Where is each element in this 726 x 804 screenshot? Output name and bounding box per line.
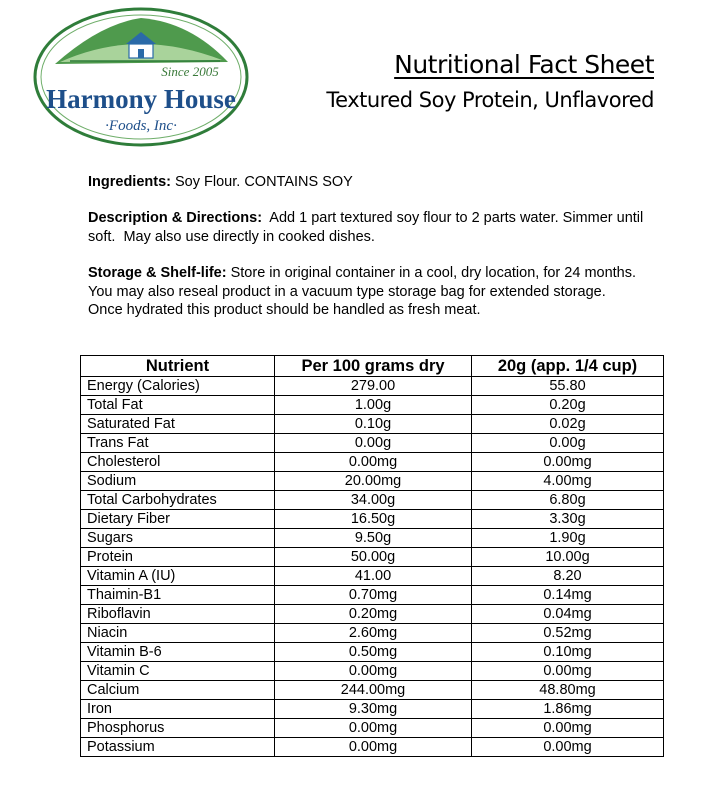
nutrient-name: Protein xyxy=(81,548,275,567)
per-100g-value: 244.00mg xyxy=(275,681,472,700)
per-20g-value: 4.00mg xyxy=(472,472,664,491)
per-100g-value: 20.00mg xyxy=(275,472,472,491)
per-100g-value: 9.50g xyxy=(275,529,472,548)
logo-name-text: Harmony House xyxy=(46,84,236,114)
nutrient-name: Niacin xyxy=(81,624,275,643)
per-20g-value: 0.04mg xyxy=(472,605,664,624)
nutrient-name: Vitamin C xyxy=(81,662,275,681)
table-row xyxy=(81,396,664,415)
per-20g-value: 0.20g xyxy=(472,396,664,415)
table-row xyxy=(81,567,664,586)
nutrient-name: Total Fat xyxy=(81,396,275,415)
table-row xyxy=(81,510,664,529)
nutrient-name: Thaimin-B1 xyxy=(81,586,275,605)
table-row xyxy=(81,738,664,757)
per-20g-value: 48.80mg xyxy=(472,681,664,700)
per-20g-value: 55.80 xyxy=(472,377,664,396)
per-20g-value: 0.02g xyxy=(472,415,664,434)
per-100g-value: 0.00mg xyxy=(275,453,472,472)
per-100g-value: 34.00g xyxy=(275,491,472,510)
per-20g-value: 0.00mg xyxy=(472,738,664,757)
table-row xyxy=(81,681,664,700)
per-100g-value: 2.60mg xyxy=(275,624,472,643)
nutrient-name: Dietary Fiber xyxy=(81,510,275,529)
nutrient-name: Total Carbohydrates xyxy=(81,491,275,510)
per-100g-value: 0.10g xyxy=(275,415,472,434)
nutrient-name: Calcium xyxy=(81,681,275,700)
table-row xyxy=(81,643,664,662)
harmony-house-logo xyxy=(30,4,252,150)
ingredients-text: Soy Flour. CONTAINS SOY xyxy=(170,174,353,190)
per-100g-value: 50.00g xyxy=(275,548,472,567)
per-20g-value: 1.86mg xyxy=(472,700,664,719)
per-100g-value: 41.00 xyxy=(275,567,472,586)
per-20g-value: 10.00g xyxy=(472,548,664,567)
nutrient-name: Iron xyxy=(81,700,275,719)
storage-label: Storage & Shelf-life: xyxy=(88,265,227,281)
table-row xyxy=(81,605,664,624)
per-20g-value: 0.00mg xyxy=(472,453,664,472)
sheet-title: Nutritional Fact Sheet xyxy=(394,50,654,79)
table-row xyxy=(81,719,664,738)
per-20g-value: 3.30g xyxy=(472,510,664,529)
per-100g-value: 0.00mg xyxy=(275,662,472,681)
description-text: Add 1 part textured soy flour to 2 parts water. Simmer until soft. May also use directly in cooked dishes. xyxy=(88,210,648,245)
per-100g-value: 9.30mg xyxy=(275,700,472,719)
table-row xyxy=(81,434,664,453)
table-row xyxy=(81,624,664,643)
table-row xyxy=(81,586,664,605)
per-100g-value: 16.50g xyxy=(275,510,472,529)
nutrient-name: Cholesterol xyxy=(81,453,275,472)
nutrient-name: Saturated Fat xyxy=(81,415,275,434)
table-row xyxy=(81,529,664,548)
header-per-100g: Per 100 grams dry xyxy=(275,356,472,377)
nutrient-name: Trans Fat xyxy=(81,434,275,453)
nutrition-table xyxy=(80,355,664,757)
description-label: Description & Directions: xyxy=(88,210,263,226)
header-nutrient: Nutrient xyxy=(81,356,275,377)
nutrient-name: Riboflavin xyxy=(81,605,275,624)
ingredients-label: Ingredients: xyxy=(88,174,171,190)
logo-foods-text: ·Foods, Inc· xyxy=(105,118,177,134)
table-row xyxy=(81,472,664,491)
per-20g-value: 1.90g xyxy=(472,529,664,548)
logo-since-text: Since 2005 xyxy=(161,64,219,79)
per-100g-value: 0.00g xyxy=(275,434,472,453)
table-row xyxy=(81,415,664,434)
table-row xyxy=(81,548,664,567)
per-100g-value: 279.00 xyxy=(275,377,472,396)
nutrient-name: Phosphorus xyxy=(81,719,275,738)
header-per-20g: 20g (app. 1/4 cup) xyxy=(472,356,664,377)
table-row xyxy=(81,377,664,396)
per-100g-value: 0.00mg xyxy=(275,719,472,738)
sheet-subtitle: Textured Soy Protein, Unflavored xyxy=(326,88,654,112)
table-row xyxy=(81,700,664,719)
per-100g-value: 0.20mg xyxy=(275,605,472,624)
table-row xyxy=(81,453,664,472)
nutrient-name: Potassium xyxy=(81,738,275,757)
per-20g-value: 0.00mg xyxy=(472,662,664,681)
ingredients-section xyxy=(88,173,648,192)
per-100g-value: 0.00mg xyxy=(275,738,472,757)
per-20g-value: 0.52mg xyxy=(472,624,664,643)
per-20g-value: 0.00mg xyxy=(472,719,664,738)
storage-section xyxy=(88,264,648,320)
nutrient-name: Sodium xyxy=(81,472,275,491)
per-20g-value: 8.20 xyxy=(472,567,664,586)
per-100g-value: 0.50mg xyxy=(275,643,472,662)
table-row xyxy=(81,662,664,681)
nutrient-name: Vitamin A (IU) xyxy=(81,567,275,586)
per-20g-value: 0.00g xyxy=(472,434,664,453)
nutrient-name: Energy (Calories) xyxy=(81,377,275,396)
per-100g-value: 0.70mg xyxy=(275,586,472,605)
per-20g-value: 6.80g xyxy=(472,491,664,510)
nutrient-name: Sugars xyxy=(81,529,275,548)
per-100g-value: 1.00g xyxy=(275,396,472,415)
nutrient-name: Vitamin B-6 xyxy=(81,643,275,662)
per-20g-value: 0.14mg xyxy=(472,586,664,605)
per-20g-value: 0.10mg xyxy=(472,643,664,662)
storage-text: Store in original container in a cool, dry location, for 24 months. You may also reseal product in a vacuum type storage bag for extended storage. Once hydrated this product should be handled as fresh meat. xyxy=(88,265,644,318)
table-header-row xyxy=(81,356,664,377)
table-row xyxy=(81,491,664,510)
description-section xyxy=(88,209,648,246)
